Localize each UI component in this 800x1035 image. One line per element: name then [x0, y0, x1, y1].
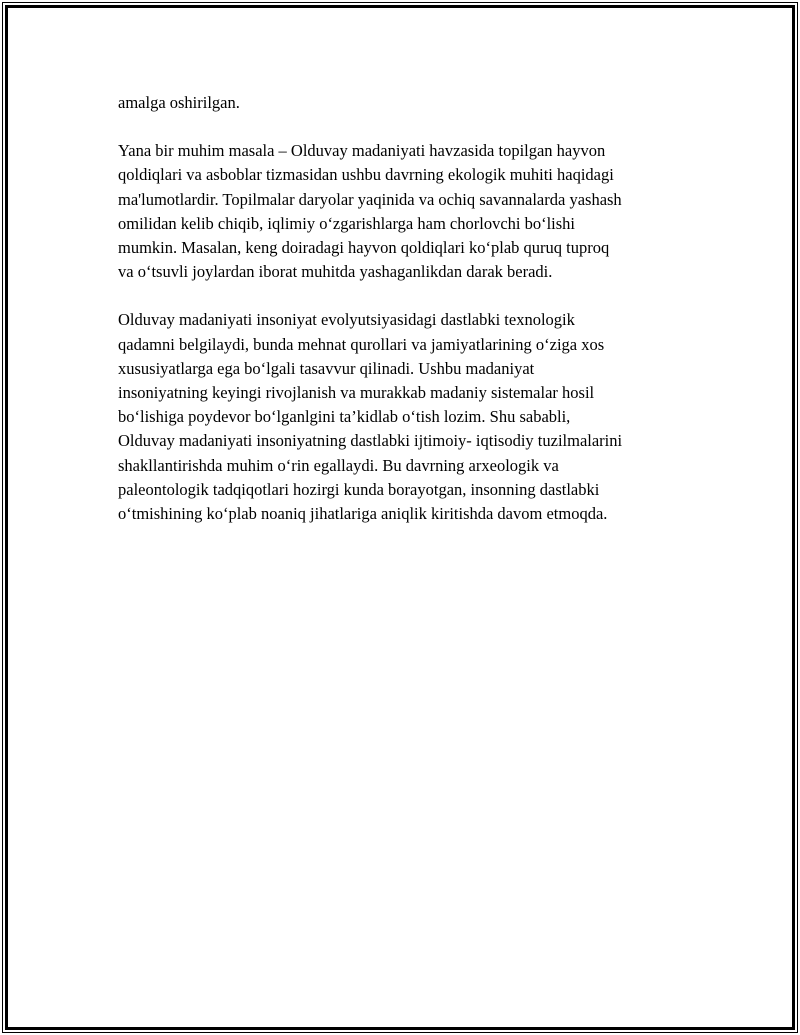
text-line: insoniyatning keyingi rivojlanish va murakkab madaniy sistemalar hosil [118, 383, 595, 403]
paragraph-3 [118, 308, 688, 526]
text-line: qoldiqlari va asboblar tizmasidan ushbu davrning ekologik muhiti haqidagi [118, 165, 614, 185]
paragraph-2 [118, 139, 688, 284]
text-line: omilidan kelib chiqib, iqlimiy o‘zgarishlarga ham chorlovchi bo‘lishi [118, 213, 576, 233]
document-body [118, 91, 688, 526]
text-line: Yana bir muhim masala – Olduvay madaniyati havzasida topilgan hayvon [118, 141, 606, 161]
text-line: amalga oshirilgan. [118, 93, 240, 112]
text-line: shakllantirishda muhim o‘rin egallaydi. Bu davrning arxeologik va [118, 455, 559, 475]
text-line: ma'lumotlardir. Topilmalar daryolar yaqinida va ochiq savannalarda yashash [118, 189, 622, 209]
text-line: qadamni belgilaydi, bunda mehnat qurollari va jamiyatlarining o‘ziga xos [118, 334, 605, 354]
text-line: paleontologik tadqiqotlari hozirgi kunda borayotgan, insonning dastlabki [118, 479, 600, 499]
text-line: mumkin. Masalan, keng doiradagi hayvon qoldiqlari ko‘plab quruq tuproq [118, 238, 610, 258]
text-line: Olduvay madaniyati insoniyat evolyutsiyasidagi dastlabki texnologik [118, 310, 575, 330]
text-line: Olduvay madaniyati insoniyatning dastlabki ijtimoiy- iqtisodiy tuzilmalarini [118, 431, 623, 451]
text-line: va o‘tsuvli joylardan iborat muhitda yashaganlikdan darak beradi. [118, 262, 553, 282]
text-line: xususiyatlarga ega bo‘lgali tasavvur qilinadi. Ushbu madaniyat [118, 358, 535, 378]
text-line: o‘tmishining ko‘plab noaniq jihatlariga aniqlik kiritishda davom etmoqda. [118, 504, 608, 524]
text-line: bo‘lishiga poydevor bo‘lganlgini ta’kidlab o‘tish lozim. Shu sababli, [118, 407, 571, 427]
paragraph-1 [118, 91, 688, 115]
